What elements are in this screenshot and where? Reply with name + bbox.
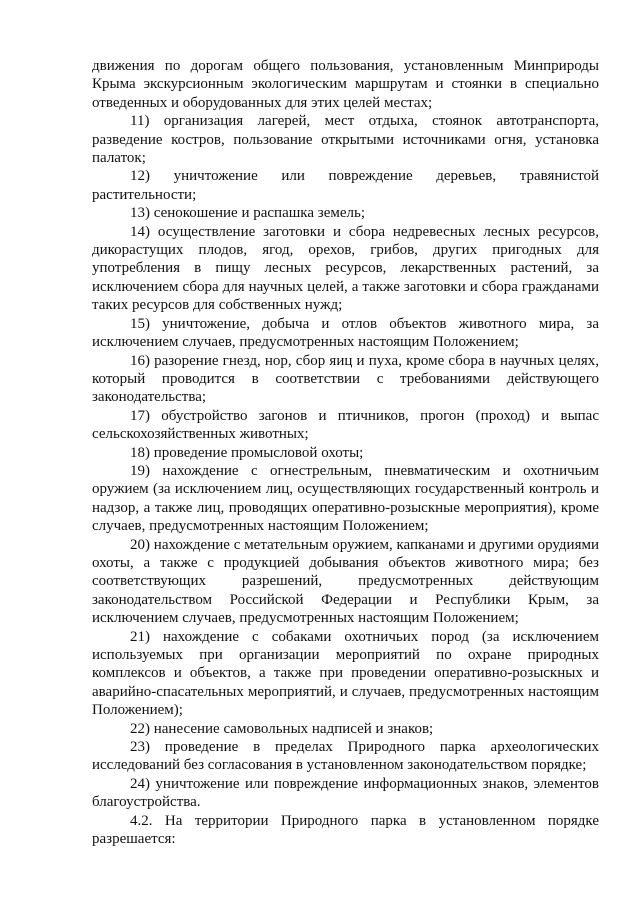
list-item-20: 20) нахождение с метательным оружием, капканами и другими орудиями охоты, а также с продукцией добывания объектов животного мира; без соответствующих разрешений, предусмотренных действующим законодательством Российской Федерации и Республики Крым, за исключением случаев, предусмотренных настоящим Положением; [92,536,599,627]
list-item-22: 22) нанесение самовольных надписей и знаков; [130,720,434,737]
list-item-17: 17) обустройство загонов и птичников, прогон (проход) и выпас сельскохозяйственных животных; [92,407,599,443]
list-item-12: 12) уничтожение или повреждение деревьев, травянистой растительности; [92,168,599,203]
list-item-24: 24) уничтожение или повреждение информационных знаков, элементов благоустройства. [92,775,599,811]
list-item-23: 23) проведение в пределах Природного парка археологических исследований без согласования в установленном законодательством порядке; [92,739,599,774]
list-item-15: 15) уничтожение, добыча и отлов объектов животного мира, за исключением случаев, предусмотренных настоящим Положением; [92,315,599,351]
list-item-18: 18) проведение промысловой охоты; [130,444,364,461]
list-item-13: 13) сенокошение и распашка земель; [130,205,365,222]
list-item-11: 11) организация лагерей, мест отдыха, стоянок автотранспорта, разведение костров, пользование открытыми источниками огня, установка палаток; [92,113,599,167]
document-page [92,57,599,848]
section-4-2-paragraph: 4.2. На территории Природного парка в установленном порядке разрешается: [92,812,599,848]
list-item-19: 19) нахождение с огнестрельным, пневматическим и охотничьим оружием (за исключением лиц, осуществляющих государственный контроль и надзор, а также лиц, проводящих оперативно-розыскные мероприятия), кроме случаев, предусмотренных настоящим Положением; [92,462,599,535]
list-item-21: 21) нахождение с собаками охотничьих пород (за исключением используемых при организации мероприятий по охране природных комплексов и объектов, а также при проведении оперативно-розыскных и аварийно-спасательных мероприятий, и случаев, предусмотренных настоящим Положением); [92,628,599,719]
paragraph-continuation: движения по дорогам общего пользования, установленным Минприроды Крыма экскурсионным экологическим маршрутам и стоянки в специально отведенных и оборудованных для этих целей местах; [92,58,599,111]
list-item-14: 14) осуществление заготовки и сбора недревесных лесных ресурсов, дикорастущих плодов, ягод, орехов, грибов, других пригодных для употребления в пищу лесных ресурсов, лекарственных растений, за исключением сбора для научных целей, а также заготовки и сбора гражданами таких ресурсов для собственных нужд; [92,223,599,314]
list-item-16: 16) разорение гнезд, нор, сбор яиц и пуха, кроме сбора в научных целях, который проводится в соответствии с требованиями действующего законодательства; [92,352,599,406]
